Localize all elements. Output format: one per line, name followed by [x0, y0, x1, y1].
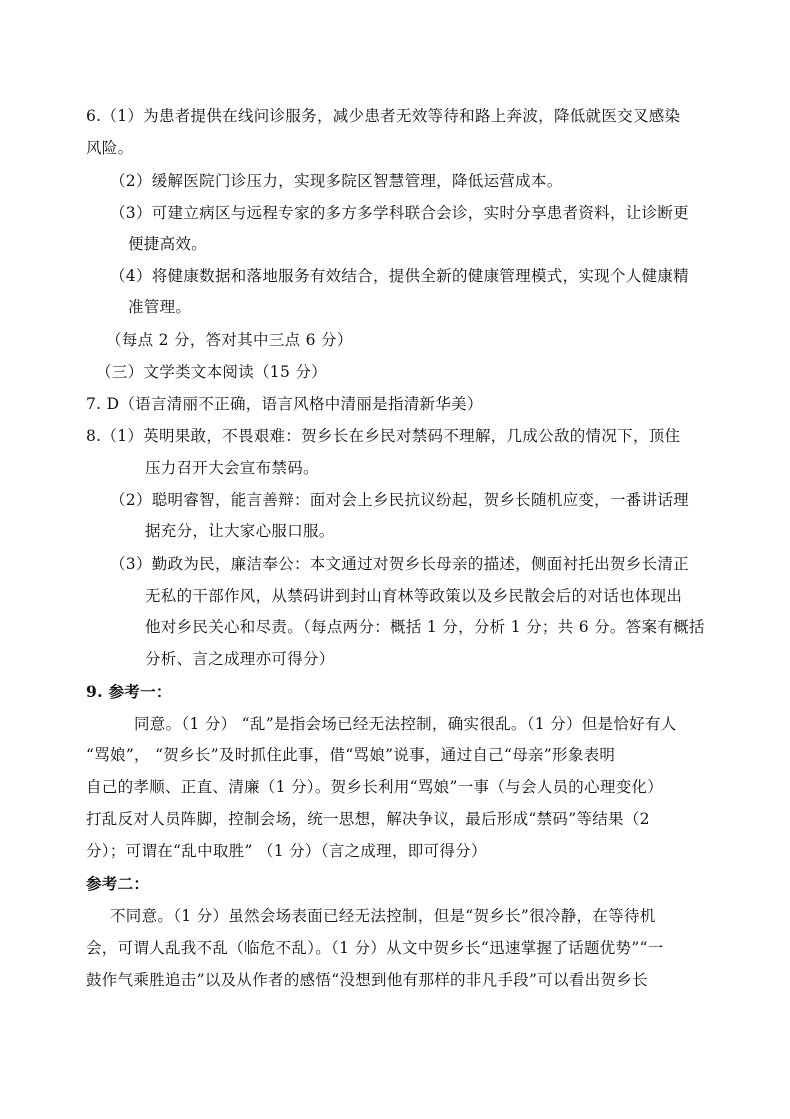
- q8-point-1-line-2: 压力召开大会宣布禁码。: [145, 459, 319, 477]
- q8-point-3-line-3: 他对乡民关心和尽责。（每点两分：概括 1 分，分析 1 分；共 6 分。答案有概括: [145, 618, 705, 636]
- q6-scoring-note: （每点 2 分，答对其中三点 6 分）: [106, 331, 353, 349]
- q6-point-4-line-2: 准管理。: [128, 298, 192, 316]
- q6-point-3-line-1: （3）可建立病区与远程专家的多方多学科联合会诊，实时分享患者资料，让诊断更: [110, 204, 689, 222]
- q9-reference-2-line-2: 会，可谓人乱我不乱（临危不乱）。（1 分）从文中贺乡长“迅速掌握了话题优势”“一: [86, 939, 664, 957]
- q6-point-4-line-1: （4）将健康数据和落地服务有效结合，提供全新的健康管理模式，实现个人健康精: [110, 267, 689, 285]
- q8-point-3-line-2: 无私的干部作风，从禁码讲到封山育林等政策以及乡民散会后的对话也体现出: [145, 587, 683, 605]
- section-3-heading: （三）文学类文本阅读（15 分）: [96, 363, 327, 381]
- q8-point-1-line-1: 8.（1）英明果敢，不畏艰难：贺乡长在乡民对禁码不理解，几成公敌的情况下，顶住: [86, 427, 681, 445]
- q8-point-2-line-2: 据充分，让大家心服口服。: [145, 522, 335, 540]
- q9-reference-1-line-5: 分）；可谓在“乱中取胜” （1 分）（言之成理，即可得分）: [86, 842, 487, 860]
- q9-heading-reference-2: 参考二：: [86, 874, 150, 893]
- q9-reference-2-line-1: 不同意。（1 分）虽然会场表面已经无法控制，但是“贺乡长”很冷静，在等待机: [110, 907, 656, 925]
- q9-heading-reference-1: 9. 参考一：: [86, 682, 172, 701]
- q8-point-3-line-1: （3）勤政为民，廉洁奉公：本文通过对贺乡长母亲的描述，侧面衬托出贺乡长清正: [110, 555, 689, 573]
- q6-answer-line-2: 风险。: [86, 139, 134, 157]
- q9-reference-1-line-4: 打乱反对人员阵脚，控制会场，统一思想，解决争议，最后形成“禁码”等结果（2: [86, 810, 650, 828]
- q9-reference-2-line-3: 鼓作气乘胜追击”以及从作者的感悟“没想到他有那样的非凡手段”可以看出贺乡长: [86, 971, 648, 989]
- q6-point-2: （2）缓解医院门诊压力，实现多院区智慧管理，降低运营成本。: [110, 172, 563, 190]
- q9-reference-1-line-3: 自己的孝顺、正直、清廉（1 分）。贺乡长利用“骂娘”一事（与会人员的心理变化）: [86, 778, 664, 796]
- q6-point-3-line-2: 便捷高效。: [128, 235, 208, 253]
- q7-answer: 7. D（语言清丽不正确，语言风格中清丽是指清新华美）: [86, 395, 483, 413]
- q9-reference-1-line-1: 同意。（1 分） “乱”是指会场已经无法控制，确实很乱。（1 分）但是恰好有人: [134, 715, 677, 733]
- q8-point-3-line-4: 分析、言之成理亦可得分）: [145, 650, 335, 668]
- q8-point-2-line-1: （2）聪明睿智，能言善辩：面对会上乡民抗议纷起，贺乡长随机应变，一番讲话理: [110, 491, 689, 509]
- q9-reference-1-line-2: “骂娘”， “贺乡长”及时抓住此事，借“骂娘”说事，通过自己“母亲”形象表明: [86, 746, 616, 764]
- q6-answer-line-1: 6.（1）为患者提供在线问诊服务，减少患者无效等待和路上奔波，降低就医交叉感染: [86, 107, 681, 125]
